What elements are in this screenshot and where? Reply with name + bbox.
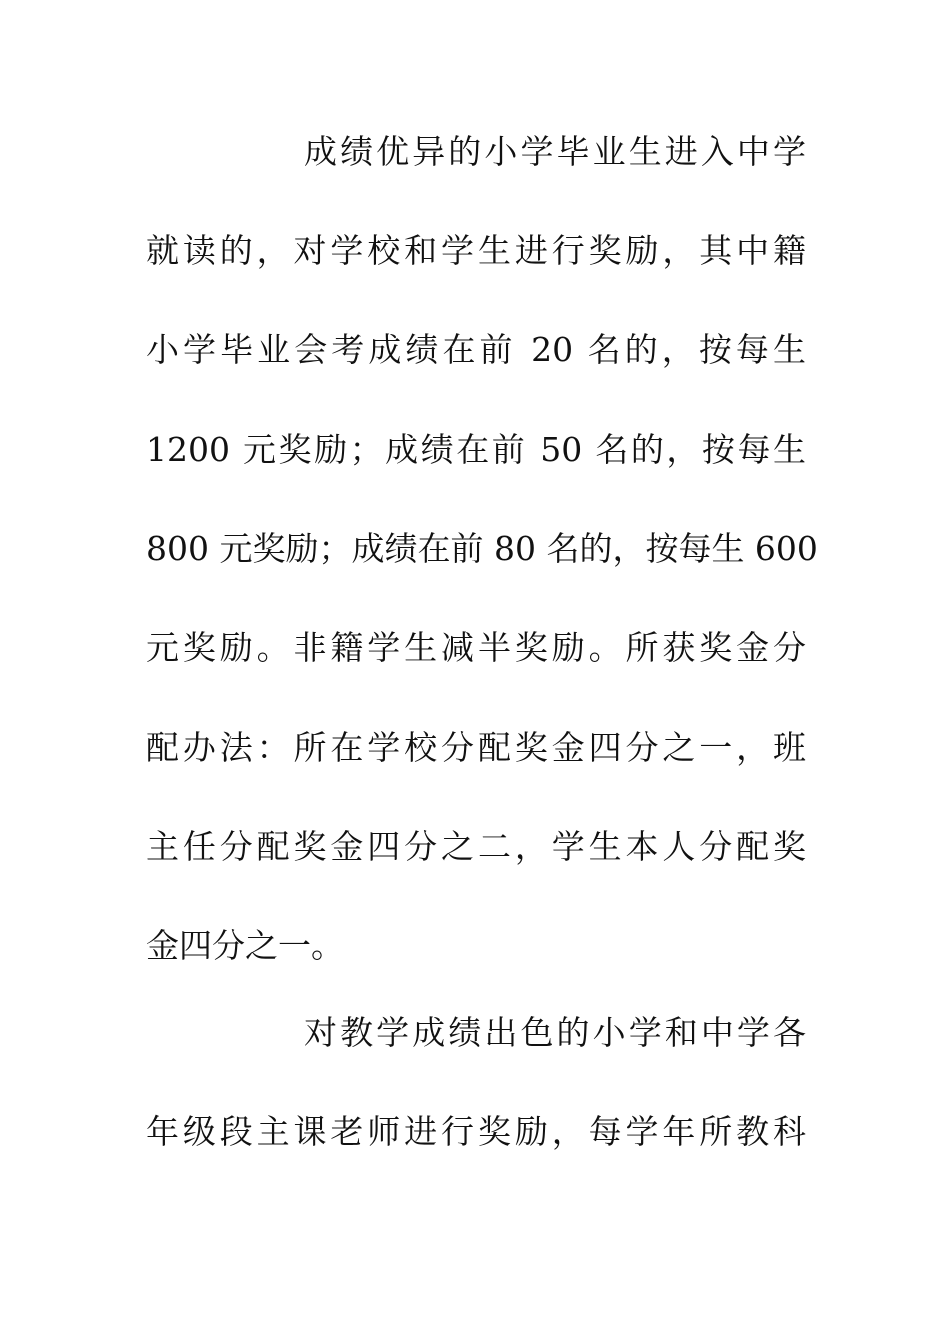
paragraph-1-line-1: 成绩优异的小学毕业生进入中学 bbox=[304, 132, 806, 171]
paragraph-1-line-7: 配办法：所在学校分配奖金四分之一，班 bbox=[146, 728, 806, 767]
paragraph-1-line-4: 1200 元奖励；成绩在前 50 名的，按每生 bbox=[146, 430, 806, 469]
paragraph-1-line-6: 元奖励。非籍学生减半奖励。所获奖金分 bbox=[146, 628, 806, 667]
paragraph-2-line-2: 年级段主课老师进行奖励，每学年所教科 bbox=[146, 1112, 806, 1151]
paragraph-1-line-3: 小学毕业会考成绩在前 20 名的，按每生 bbox=[146, 330, 806, 369]
paragraph-1-line-5: 800 元奖励；成绩在前 80 名的，按每生 600 bbox=[146, 529, 818, 568]
paragraph-1-line-9: 金四分之一。 bbox=[146, 926, 344, 965]
paragraph-1-line-8: 主任分配奖金四分之二，学生本人分配奖 bbox=[146, 827, 806, 866]
paragraph-2-line-1: 对教学成绩出色的小学和中学各 bbox=[304, 1013, 806, 1052]
paragraph-1-line-2: 就读的，对学校和学生进行奖励，其中籍 bbox=[146, 231, 806, 270]
